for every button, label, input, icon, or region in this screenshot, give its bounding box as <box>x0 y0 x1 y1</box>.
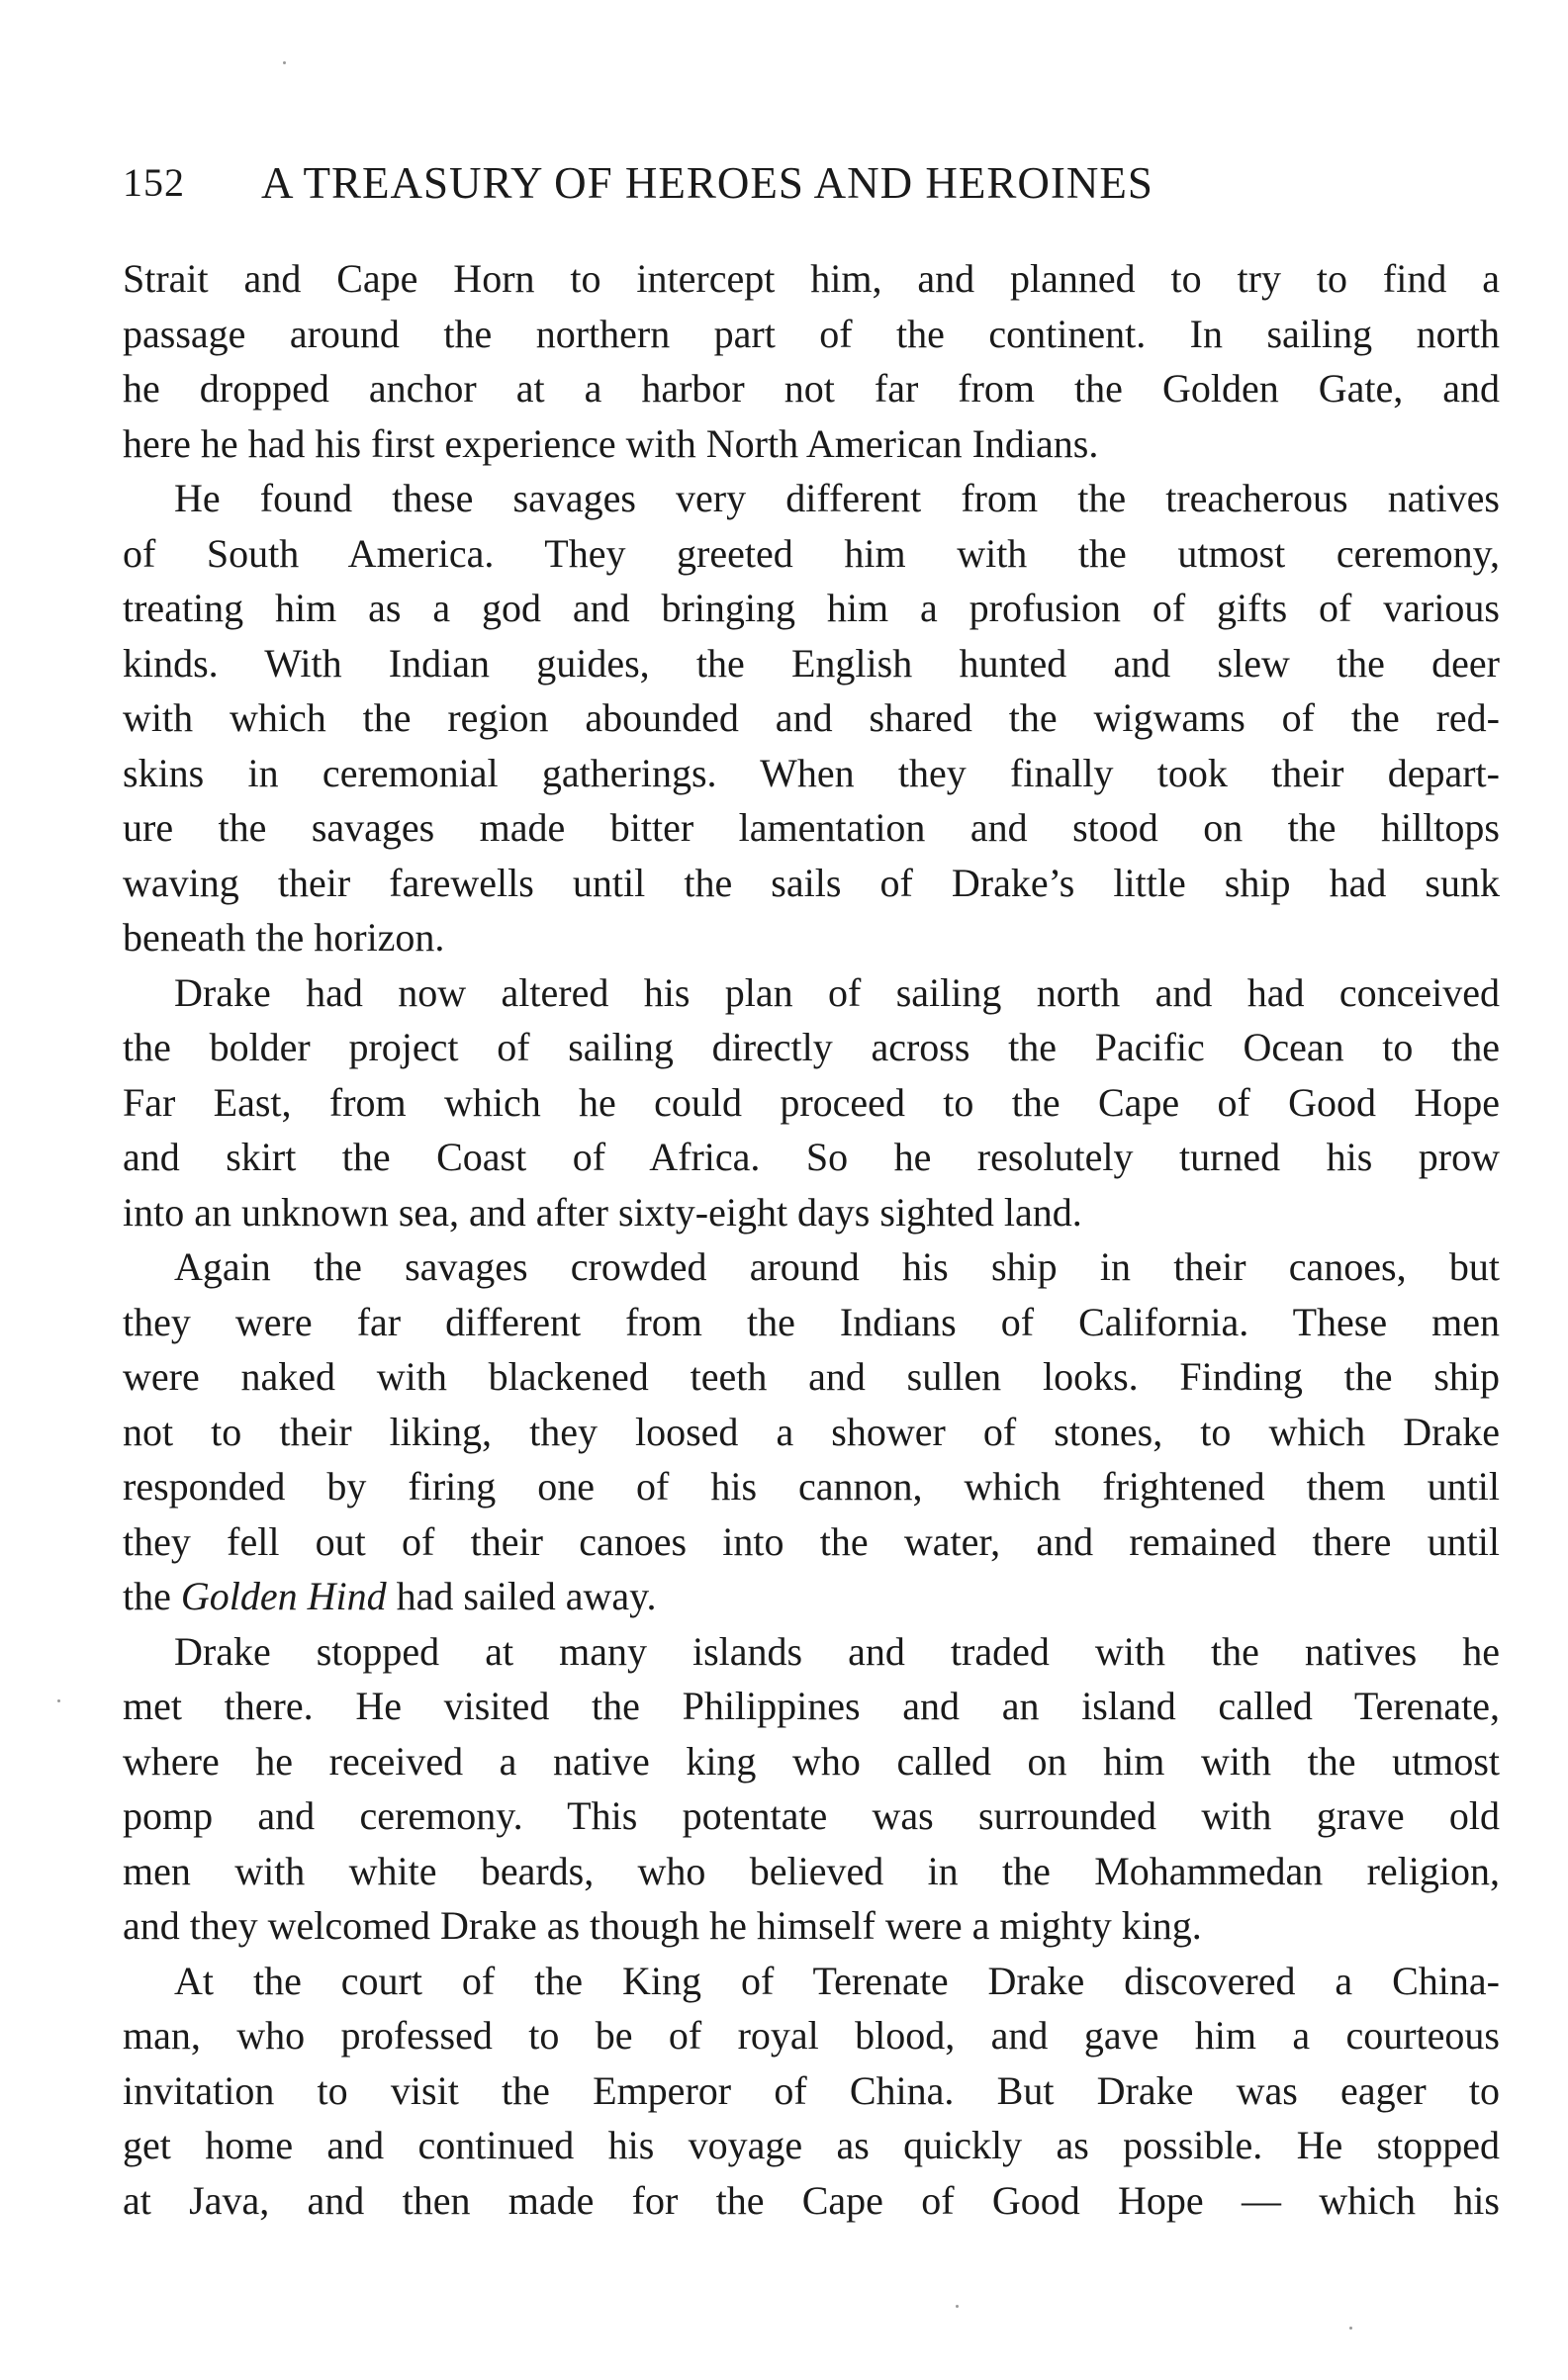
text-line <box>123 1569 1500 1624</box>
text-line: they were far different from the Indians of California. These men <box>123 1299 1500 1344</box>
text-line: here he had his first experience with North American Indians. <box>123 420 1099 466</box>
text-line: Drake had now altered his plan of sailing north and had conceived <box>174 969 1500 1015</box>
paragraph <box>123 471 1500 965</box>
paragraph <box>123 1954 1500 2229</box>
page-number: 152 <box>123 160 185 205</box>
running-title: A TREASURY OF HEROES AND HEROINES <box>261 158 1153 208</box>
paper-speck <box>283 61 286 64</box>
paragraph <box>123 1624 1500 1954</box>
text-line: pomp and ceremony. This potentate was surrounded with grave old <box>123 1793 1500 1838</box>
text-line: Far East, from which he could proceed to the Cape of Good Hope <box>123 1079 1500 1125</box>
text-line: Strait and Cape Horn to intercept him, and planned to try to find a <box>123 256 1500 301</box>
text-line: where he received a native king who called on him with the utmost <box>123 1738 1500 1784</box>
text-line: with which the region abounded and shared the wigwams of the red- <box>123 695 1500 740</box>
text-line: and they welcomed Drake as though he himself were a mighty king. <box>123 1903 1202 1948</box>
text-line: not to their liking, they loosed a shower of stones, to which Drake <box>123 1409 1500 1454</box>
text-line: treating him as a god and bringing him a profusion of gifts of various <box>123 586 1500 630</box>
text-line: Drake stopped at many islands and traded with the natives he <box>174 1628 1500 1674</box>
text-line: He found these savages very different from the treacherous natives <box>174 476 1500 520</box>
text-line: passage around the northern part of the continent. In sailing north <box>123 311 1500 356</box>
text-line: get home and continued his voyage as quickly as possible. He stopped <box>123 2123 1500 2167</box>
paragraph <box>123 965 1500 1240</box>
paper-speck <box>956 2305 959 2308</box>
text-line: men with white beards, who believed in the Mohammedan religion, <box>123 1848 1500 1893</box>
text-line: the bolder project of sailing directly across the Pacific Ocean to the <box>123 1025 1500 1069</box>
text-line: they fell out of their canoes into the water, and remained there until <box>123 1518 1500 1564</box>
text-line: met there. He visited the Philippines and an island called Terenate, <box>123 1684 1500 1728</box>
text-fragment: the <box>123 1574 181 1618</box>
paragraph <box>123 251 1500 471</box>
text-line: waving their farewells until the sails of Drake’s little ship had sunk <box>123 860 1500 905</box>
text-line: invitation to visit the Emperor of China. But Drake was eager to <box>123 2067 1500 2113</box>
text-line: kinds. With Indian guides, the English hunted and slew the deer <box>123 640 1500 686</box>
text-line: were naked with blackened teeth and sullen looks. Finding the ship <box>123 1354 1500 1399</box>
body-text <box>123 251 1500 2228</box>
text-line: ure the savages made bitter lamentation and stood on the hilltops <box>123 805 1500 850</box>
text-fragment: had sailed away. <box>386 1574 657 1618</box>
text-line: into an unknown sea, and after sixty-eight days sighted land. <box>123 1189 1082 1235</box>
ship-name: Golden Hind <box>180 1574 387 1618</box>
text-line: Again the savages crowded around his ship in their canoes, but <box>174 1244 1500 1289</box>
text-line: at Java, and then made for the Cape of Good Hope — which his <box>123 2177 1500 2223</box>
paper-speck <box>57 1699 60 1702</box>
text-line: beneath the horizon. <box>123 915 445 960</box>
text-line: he dropped anchor at a harbor not far from the Golden Gate, and <box>123 366 1500 411</box>
text-line: responded by firing one of his cannon, which frightened them until <box>123 1464 1500 1509</box>
paragraph <box>123 1239 1500 1624</box>
paper-speck <box>1349 2327 1352 2330</box>
text-line: man, who professed to be of royal blood, and gave him a courteous <box>123 2013 1500 2058</box>
text-line: of South America. They greeted him with the utmost ceremony, <box>123 530 1500 576</box>
text-line: At the court of the King of Terenate Drake discovered a China- <box>174 1958 1500 2003</box>
text-line: and skirt the Coast of Africa. So he resolutely turned his prow <box>123 1135 1500 1179</box>
text-line: skins in ceremonial gatherings. When they finally took their depart- <box>123 750 1500 795</box>
running-head <box>123 153 1448 213</box>
